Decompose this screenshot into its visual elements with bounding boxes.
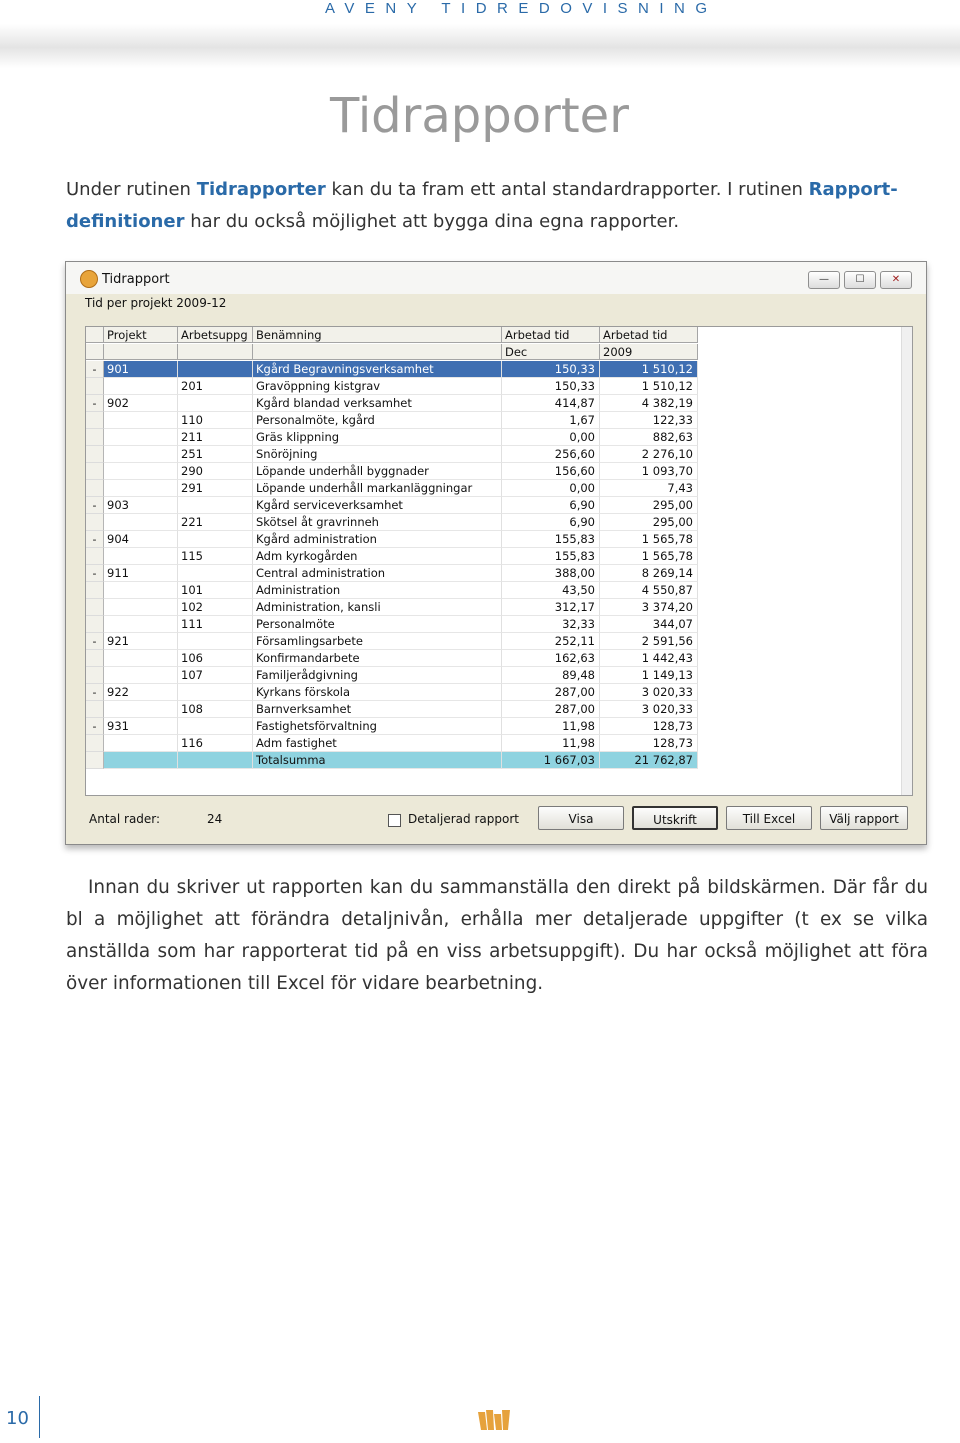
table-row[interactable] — [86, 378, 701, 395]
clock-icon — [80, 270, 98, 288]
cell-arbetsuppg — [178, 395, 253, 412]
cell-arbetad-dec: 156,60 — [502, 463, 600, 480]
row-collapse-marker[interactable] — [86, 548, 104, 565]
cell-arbetad-ar: 3 020,33 — [600, 684, 698, 701]
cell-arbetsuppg: 115 — [178, 548, 253, 565]
cell-projekt: 902 — [104, 395, 178, 412]
cell-arbetsuppg: 108 — [178, 701, 253, 718]
cell-projekt — [104, 735, 178, 752]
cell-benamning: Kgård blandad verksamhet — [253, 395, 502, 412]
cell-arbetad-dec: 312,17 — [502, 599, 600, 616]
cell-benamning: Administration — [253, 582, 502, 599]
row-collapse-marker[interactable] — [86, 599, 104, 616]
cell-projekt: 904 — [104, 531, 178, 548]
cell-arbetad-ar: 7,43 — [600, 480, 698, 497]
row-collapse-marker[interactable] — [86, 446, 104, 463]
cell-arbetad-dec: 162,63 — [502, 650, 600, 667]
grid-subheader-row — [86, 344, 701, 361]
cell-benamning: Adm fastighet — [253, 735, 502, 752]
cell-benamning: Totalsumma — [253, 752, 502, 769]
running-title: AVENY TIDREDOVISNING — [325, 0, 718, 17]
row-collapse-marker[interactable]: - — [86, 565, 104, 582]
subheader-corner — [86, 344, 104, 360]
table-row[interactable] — [86, 565, 701, 582]
subheader-dec: Dec — [502, 344, 600, 360]
cell-arbetad-dec: 150,33 — [502, 361, 600, 378]
cell-benamning: Gräs klippning — [253, 429, 502, 446]
cell-projekt: 931 — [104, 718, 178, 735]
row-collapse-marker[interactable]: - — [86, 718, 104, 735]
row-collapse-marker[interactable]: - — [86, 497, 104, 514]
cell-arbetad-ar: 8 269,14 — [600, 565, 698, 582]
cell-benamning: Gravöppning kistgrav — [253, 378, 502, 395]
window-title: Tidrapport — [102, 272, 170, 287]
cell-arbetad-dec: 43,50 — [502, 582, 600, 599]
cell-benamning: Församlingsarbete — [253, 633, 502, 650]
cell-arbetsuppg: 102 — [178, 599, 253, 616]
till-excel-button[interactable]: Till Excel — [726, 806, 812, 830]
visa-button[interactable]: Visa — [538, 806, 624, 830]
intro-text-1: Under rutinen — [66, 179, 197, 200]
header-arbetad-tid-ar[interactable]: Arbetad tid — [600, 327, 698, 343]
row-collapse-marker[interactable]: - — [86, 395, 104, 412]
header-arbetsuppg[interactable]: Arbetsuppg — [178, 327, 253, 343]
cell-arbetad-ar: 1 442,43 — [600, 650, 698, 667]
cell-projekt — [104, 412, 178, 429]
cell-arbetad-ar: 3 020,33 — [600, 701, 698, 718]
grid-header-row — [86, 327, 701, 344]
window-footer — [85, 802, 911, 836]
cell-arbetad-dec: 89,48 — [502, 667, 600, 684]
cell-arbetad-ar: 122,33 — [600, 412, 698, 429]
table-row[interactable] — [86, 735, 701, 752]
cell-arbetsuppg: 251 — [178, 446, 253, 463]
cell-arbetad-ar: 1 565,78 — [600, 548, 698, 565]
cell-arbetsuppg — [178, 752, 253, 769]
total-row[interactable] — [86, 752, 701, 769]
cell-arbetad-dec: 155,83 — [502, 531, 600, 548]
cell-benamning: Barnverksamhet — [253, 701, 502, 718]
cell-projekt — [104, 599, 178, 616]
row-collapse-marker[interactable] — [86, 463, 104, 480]
table-row[interactable] — [86, 718, 701, 735]
cell-benamning: Konfirmandarbete — [253, 650, 502, 667]
table-row[interactable] — [86, 480, 701, 497]
cell-benamning: Central administration — [253, 565, 502, 582]
cell-arbetad-dec: 11,98 — [502, 735, 600, 752]
cell-benamning: Kgård serviceverksamhet — [253, 497, 502, 514]
window-titlebar[interactable] — [66, 262, 926, 294]
intro-text-3: har du också möjlighet att bygga dina egna rapporter. — [184, 211, 680, 232]
valj-rapport-button[interactable]: Välj rapport — [820, 806, 908, 830]
cell-arbetsuppg: 111 — [178, 616, 253, 633]
cell-arbetad-dec: 6,90 — [502, 514, 600, 531]
minimize-button[interactable]: — — [808, 271, 840, 289]
cell-arbetad-ar: 2 591,56 — [600, 633, 698, 650]
cell-benamning: Personalmöte, kgård — [253, 412, 502, 429]
cell-arbetad-dec: 6,90 — [502, 497, 600, 514]
table-row[interactable] — [86, 412, 701, 429]
cell-arbetsuppg: 101 — [178, 582, 253, 599]
table-row[interactable] — [86, 514, 701, 531]
cell-benamning: Skötsel åt gravrinneh — [253, 514, 502, 531]
cell-arbetsuppg: 110 — [178, 412, 253, 429]
cell-arbetad-dec: 32,33 — [502, 616, 600, 633]
cell-projekt: 901 — [104, 361, 178, 378]
cell-projekt — [104, 752, 178, 769]
table-row[interactable] — [86, 599, 701, 616]
cell-benamning: Snöröjning — [253, 446, 502, 463]
header-corner — [86, 327, 104, 343]
row-collapse-marker[interactable]: - — [86, 633, 104, 650]
row-collapse-marker[interactable]: - — [86, 361, 104, 378]
row-count-value: 24 — [207, 812, 223, 826]
cell-projekt — [104, 650, 178, 667]
cell-arbetad-dec: 155,83 — [502, 548, 600, 565]
cell-benamning: Fastighetsförvaltning — [253, 718, 502, 735]
cell-arbetsuppg — [178, 718, 253, 735]
cell-arbetad-ar: 1 510,12 — [600, 378, 698, 395]
header-arbetad-tid-dec[interactable]: Arbetad tid — [502, 327, 600, 343]
row-collapse-marker[interactable]: - — [86, 531, 104, 548]
cell-projekt — [104, 446, 178, 463]
utskrift-button[interactable]: Utskrift — [632, 806, 718, 830]
cell-arbetad-ar: 1 565,78 — [600, 531, 698, 548]
intro-bold-tidrapporter: Tidrapporter — [196, 179, 326, 200]
cell-projekt — [104, 463, 178, 480]
cell-arbetad-dec: 256,60 — [502, 446, 600, 463]
cell-benamning: Administration, kansli — [253, 599, 502, 616]
cell-arbetad-ar: 344,07 — [600, 616, 698, 633]
row-collapse-marker[interactable] — [86, 735, 104, 752]
cell-arbetad-ar: 2 276,10 — [600, 446, 698, 463]
cell-benamning: Kgård administration — [253, 531, 502, 548]
cell-arbetad-dec: 1 667,03 — [502, 752, 600, 769]
row-collapse-marker[interactable] — [86, 701, 104, 718]
cell-projekt: 921 — [104, 633, 178, 650]
cell-projekt — [104, 667, 178, 684]
subheader-year: 2009 — [600, 344, 698, 360]
cell-arbetsuppg — [178, 497, 253, 514]
cell-projekt — [104, 582, 178, 599]
table-row[interactable] — [86, 582, 701, 599]
vertical-scrollbar[interactable] — [901, 327, 912, 795]
table-row[interactable] — [86, 361, 701, 378]
cell-arbetsuppg — [178, 565, 253, 582]
cell-projekt: 922 — [104, 684, 178, 701]
detailed-report-label[interactable]: Detaljerad rapport — [408, 812, 519, 826]
close-button[interactable]: ✕ — [880, 271, 912, 289]
cell-arbetad-ar: 1 093,70 — [600, 463, 698, 480]
cell-projekt — [104, 514, 178, 531]
cell-arbetsuppg: 107 — [178, 667, 253, 684]
subheader-benamning — [253, 344, 502, 360]
cell-arbetad-dec: 287,00 — [502, 701, 600, 718]
cell-arbetsuppg — [178, 361, 253, 378]
cell-arbetad-dec: 414,87 — [502, 395, 600, 412]
row-collapse-marker[interactable] — [86, 667, 104, 684]
cell-arbetad-dec: 0,00 — [502, 429, 600, 446]
subheader-arbetsuppg — [178, 344, 253, 360]
cell-arbetsuppg: 291 — [178, 480, 253, 497]
table-row[interactable] — [86, 395, 701, 412]
page-number: 10 — [6, 1408, 29, 1429]
table-row[interactable] — [86, 633, 701, 650]
header-projekt[interactable]: Projekt — [104, 327, 178, 343]
cell-arbetad-ar: 1 149,13 — [600, 667, 698, 684]
cell-benamning: Familjerådgivning — [253, 667, 502, 684]
cell-arbetad-ar: 3 374,20 — [600, 599, 698, 616]
table-row[interactable] — [86, 701, 701, 718]
table-row[interactable] — [86, 463, 701, 480]
table-row[interactable] — [86, 548, 701, 565]
row-collapse-marker[interactable] — [86, 650, 104, 667]
intro-bold-rapportdefinitioner: Rapportdefinitioner — [66, 179, 898, 232]
body-text: Innan du skriver ut rapporten kan du sammanställa den direkt på bildskärmen. Där får du bl a möjlighet att förändra detaljnivån, erhålla mer detaljerade uppgifter (t ex se vilka anställda som har rapporterat tid på en viss arbetsuppgift). Du har också möjlighet att föra över informationen till Excel för vidare bearbetning. — [66, 877, 928, 994]
cell-projekt — [104, 480, 178, 497]
table-row[interactable] — [86, 616, 701, 633]
cell-benamning: Adm kyrkogården — [253, 548, 502, 565]
row-collapse-marker[interactable] — [86, 480, 104, 497]
table-row[interactable] — [86, 667, 701, 684]
cell-projekt — [104, 616, 178, 633]
cell-arbetad-dec: 11,98 — [502, 718, 600, 735]
tidrapport-window — [65, 261, 927, 845]
cell-arbetad-dec: 1,67 — [502, 412, 600, 429]
cell-arbetsuppg — [178, 684, 253, 701]
cell-arbetsuppg — [178, 531, 253, 548]
cell-arbetad-dec: 150,33 — [502, 378, 600, 395]
row-collapse-marker[interactable] — [86, 514, 104, 531]
cell-arbetad-ar: 295,00 — [600, 514, 698, 531]
cell-arbetad-ar: 4 550,87 — [600, 582, 698, 599]
table-row[interactable] — [86, 429, 701, 446]
cell-arbetsuppg — [178, 633, 253, 650]
cell-arbetad-ar: 21 762,87 — [600, 752, 698, 769]
cell-arbetad-ar: 4 382,19 — [600, 395, 698, 412]
table-row[interactable] — [86, 684, 701, 701]
cell-projekt — [104, 701, 178, 718]
cell-arbetsuppg: 290 — [178, 463, 253, 480]
cell-benamning: Löpande underhåll byggnader — [253, 463, 502, 480]
cell-benamning: Kgård Begravningsverksamhet — [253, 361, 502, 378]
row-collapse-marker[interactable] — [86, 582, 104, 599]
cell-projekt: 911 — [104, 565, 178, 582]
detailed-report-checkbox[interactable] — [388, 814, 401, 827]
cell-arbetsuppg: 211 — [178, 429, 253, 446]
cell-arbetsuppg: 116 — [178, 735, 253, 752]
cell-projekt — [104, 548, 178, 565]
row-collapse-marker[interactable] — [86, 429, 104, 446]
intro-paragraph — [66, 174, 936, 238]
cell-arbetad-ar: 295,00 — [600, 497, 698, 514]
cell-arbetad-ar: 882,63 — [600, 429, 698, 446]
subheader-projekt — [104, 344, 178, 360]
table-row[interactable] — [86, 497, 701, 514]
page-title: Tidrapporter — [330, 88, 629, 144]
page-number-rule — [39, 1396, 40, 1438]
cell-benamning: Kyrkans förskola — [253, 684, 502, 701]
row-collapse-marker[interactable]: - — [86, 684, 104, 701]
report-subtitle: Tid per projekt 2009-12 — [85, 296, 227, 310]
cell-arbetsuppg: 221 — [178, 514, 253, 531]
cell-arbetad-dec: 388,00 — [502, 565, 600, 582]
cell-projekt — [104, 378, 178, 395]
cell-arbetsuppg: 106 — [178, 650, 253, 667]
cell-benamning: Löpande underhåll markanläggningar — [253, 480, 502, 497]
maximize-button[interactable]: ☐ — [844, 271, 876, 289]
row-collapse-marker[interactable] — [86, 752, 104, 769]
report-grid[interactable] — [85, 326, 913, 796]
row-count-label: Antal rader: — [89, 812, 161, 826]
cell-arbetad-dec: 252,11 — [502, 633, 600, 650]
row-collapse-marker[interactable] — [86, 412, 104, 429]
body-paragraph — [66, 872, 928, 1000]
page-header — [0, 0, 960, 68]
cell-arbetad-ar: 128,73 — [600, 718, 698, 735]
table-row[interactable] — [86, 446, 701, 463]
table-row[interactable] — [86, 531, 701, 548]
row-collapse-marker[interactable] — [86, 378, 104, 395]
aveny-logo-icon — [478, 1408, 514, 1432]
cell-arbetad-ar: 1 510,12 — [600, 361, 698, 378]
cell-projekt — [104, 429, 178, 446]
cell-benamning: Personalmöte — [253, 616, 502, 633]
row-collapse-marker[interactable] — [86, 616, 104, 633]
cell-projekt: 903 — [104, 497, 178, 514]
intro-text-2: kan du ta fram ett antal standardrapporter. I rutinen — [325, 179, 809, 200]
cell-arbetad-dec: 287,00 — [502, 684, 600, 701]
cell-arbetsuppg: 201 — [178, 378, 253, 395]
header-benamning[interactable]: Benämning — [253, 327, 502, 343]
cell-arbetad-ar: 128,73 — [600, 735, 698, 752]
cell-arbetad-dec: 0,00 — [502, 480, 600, 497]
table-row[interactable] — [86, 650, 701, 667]
